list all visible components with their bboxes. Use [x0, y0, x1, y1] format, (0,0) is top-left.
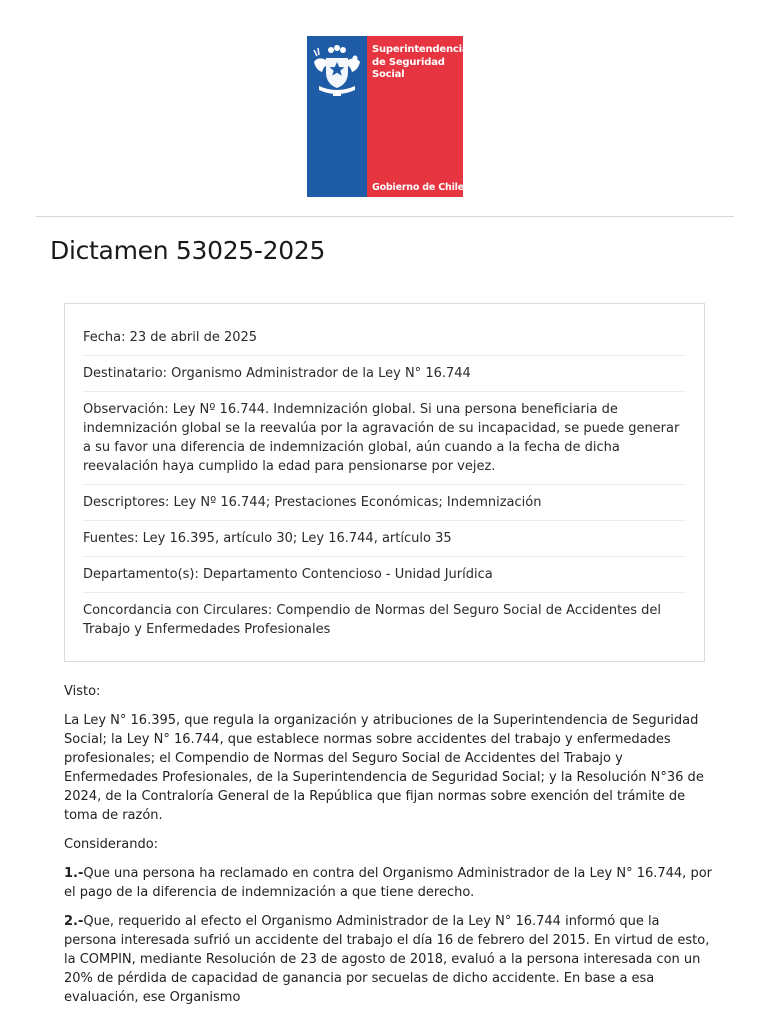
point-text: Que una persona ha reclamado en contra del Organismo Administrador de la Ley N° 16.744, por el pago de la diferencia de indemnización a que tiene derecho.: [64, 866, 712, 900]
meta-concordancia: Concordancia con Circulares: Compendio de Normas del Seguro Social de Accidentes del Trabajo y Enfermedades Profesionales: [83, 603, 662, 637]
meta-departamento: Departamento(s): Departamento Contencioso - Unidad Jurídica: [83, 557, 686, 593]
meta-destinatario: Destinatario: Organismo Administrador de la Ley N° 16.744: [83, 356, 686, 392]
point-text: Que, requerido al efecto el Organismo Administrador de la Ley N° 16.744 informó que la persona interesada sufrió un accidente del trabajo el día 16 de febrero del 2015. En virtud de esto, la COMPIN, mediante Resolución de 23 de agosto de 2018, evaluó a la persona interesada con un 20% de pérdida de capacidad de ganancia por secuelas de dicho accidente. En base a esa evaluación, ese Organismo: [64, 914, 710, 1005]
logo-org-name: Superintendencia de Seguridad Social: [372, 44, 469, 80]
considerando-heading: Considerando:: [64, 837, 159, 852]
meta-fuentes: Fuentes: Ley 16.395, artículo 30; Ley 16.744, artículo 35: [83, 521, 686, 557]
dictamen-body: [64, 682, 714, 1017]
page-title: Dictamen 53025-2025: [50, 236, 326, 265]
considerando-point-1: [64, 864, 714, 902]
point-number: 2.-: [64, 914, 84, 929]
logo-blue-panel: [307, 36, 367, 197]
ssss-logo: [307, 36, 469, 197]
logo-government: Gobierno de Chile: [372, 182, 464, 193]
visto-paragraph: La Ley N° 16.395, que regula la organización y atribuciones de la Superintendencia de Seguridad Social; la Ley N° 16.744, que establece normas sobre accidentes del trabajo y enfermedades profesionales; el Compendio de Normas del Seguro Social de Accidentes del Trabajo y Enfermedades Profesionales, de la Superintendencia de Seguridad Social; y la Resolución N°36 de 2024, de la Contraloría General de la República que fijan normas sobre exención del trámite de toma de razón.: [64, 713, 704, 823]
dictamen-metadata: [64, 303, 705, 662]
logo-red-panel: [367, 36, 469, 197]
meta-descriptores: Descriptores: Ley Nº 16.744; Prestaciones Económicas; Indemnización: [83, 485, 686, 521]
considerando-point-2: [64, 912, 714, 1007]
point-number: 1.-: [64, 866, 84, 881]
coat-of-arms-icon: [309, 40, 365, 100]
visto-heading: Visto:: [64, 684, 101, 699]
header-divider: [36, 216, 734, 217]
meta-fecha: Fecha: 23 de abril de 2025: [83, 320, 686, 356]
meta-observacion: Observación: Ley Nº 16.744. Indemnización global. Si una persona beneficiaria de indemnización global se la reevalúa por la agravación de su incapacidad, se puede generar a su favor una diferencia de indemnización global, aún cuando a la fecha de dicha reevalación haya cumplido la edad para pensionarse por vejez.: [83, 392, 686, 485]
